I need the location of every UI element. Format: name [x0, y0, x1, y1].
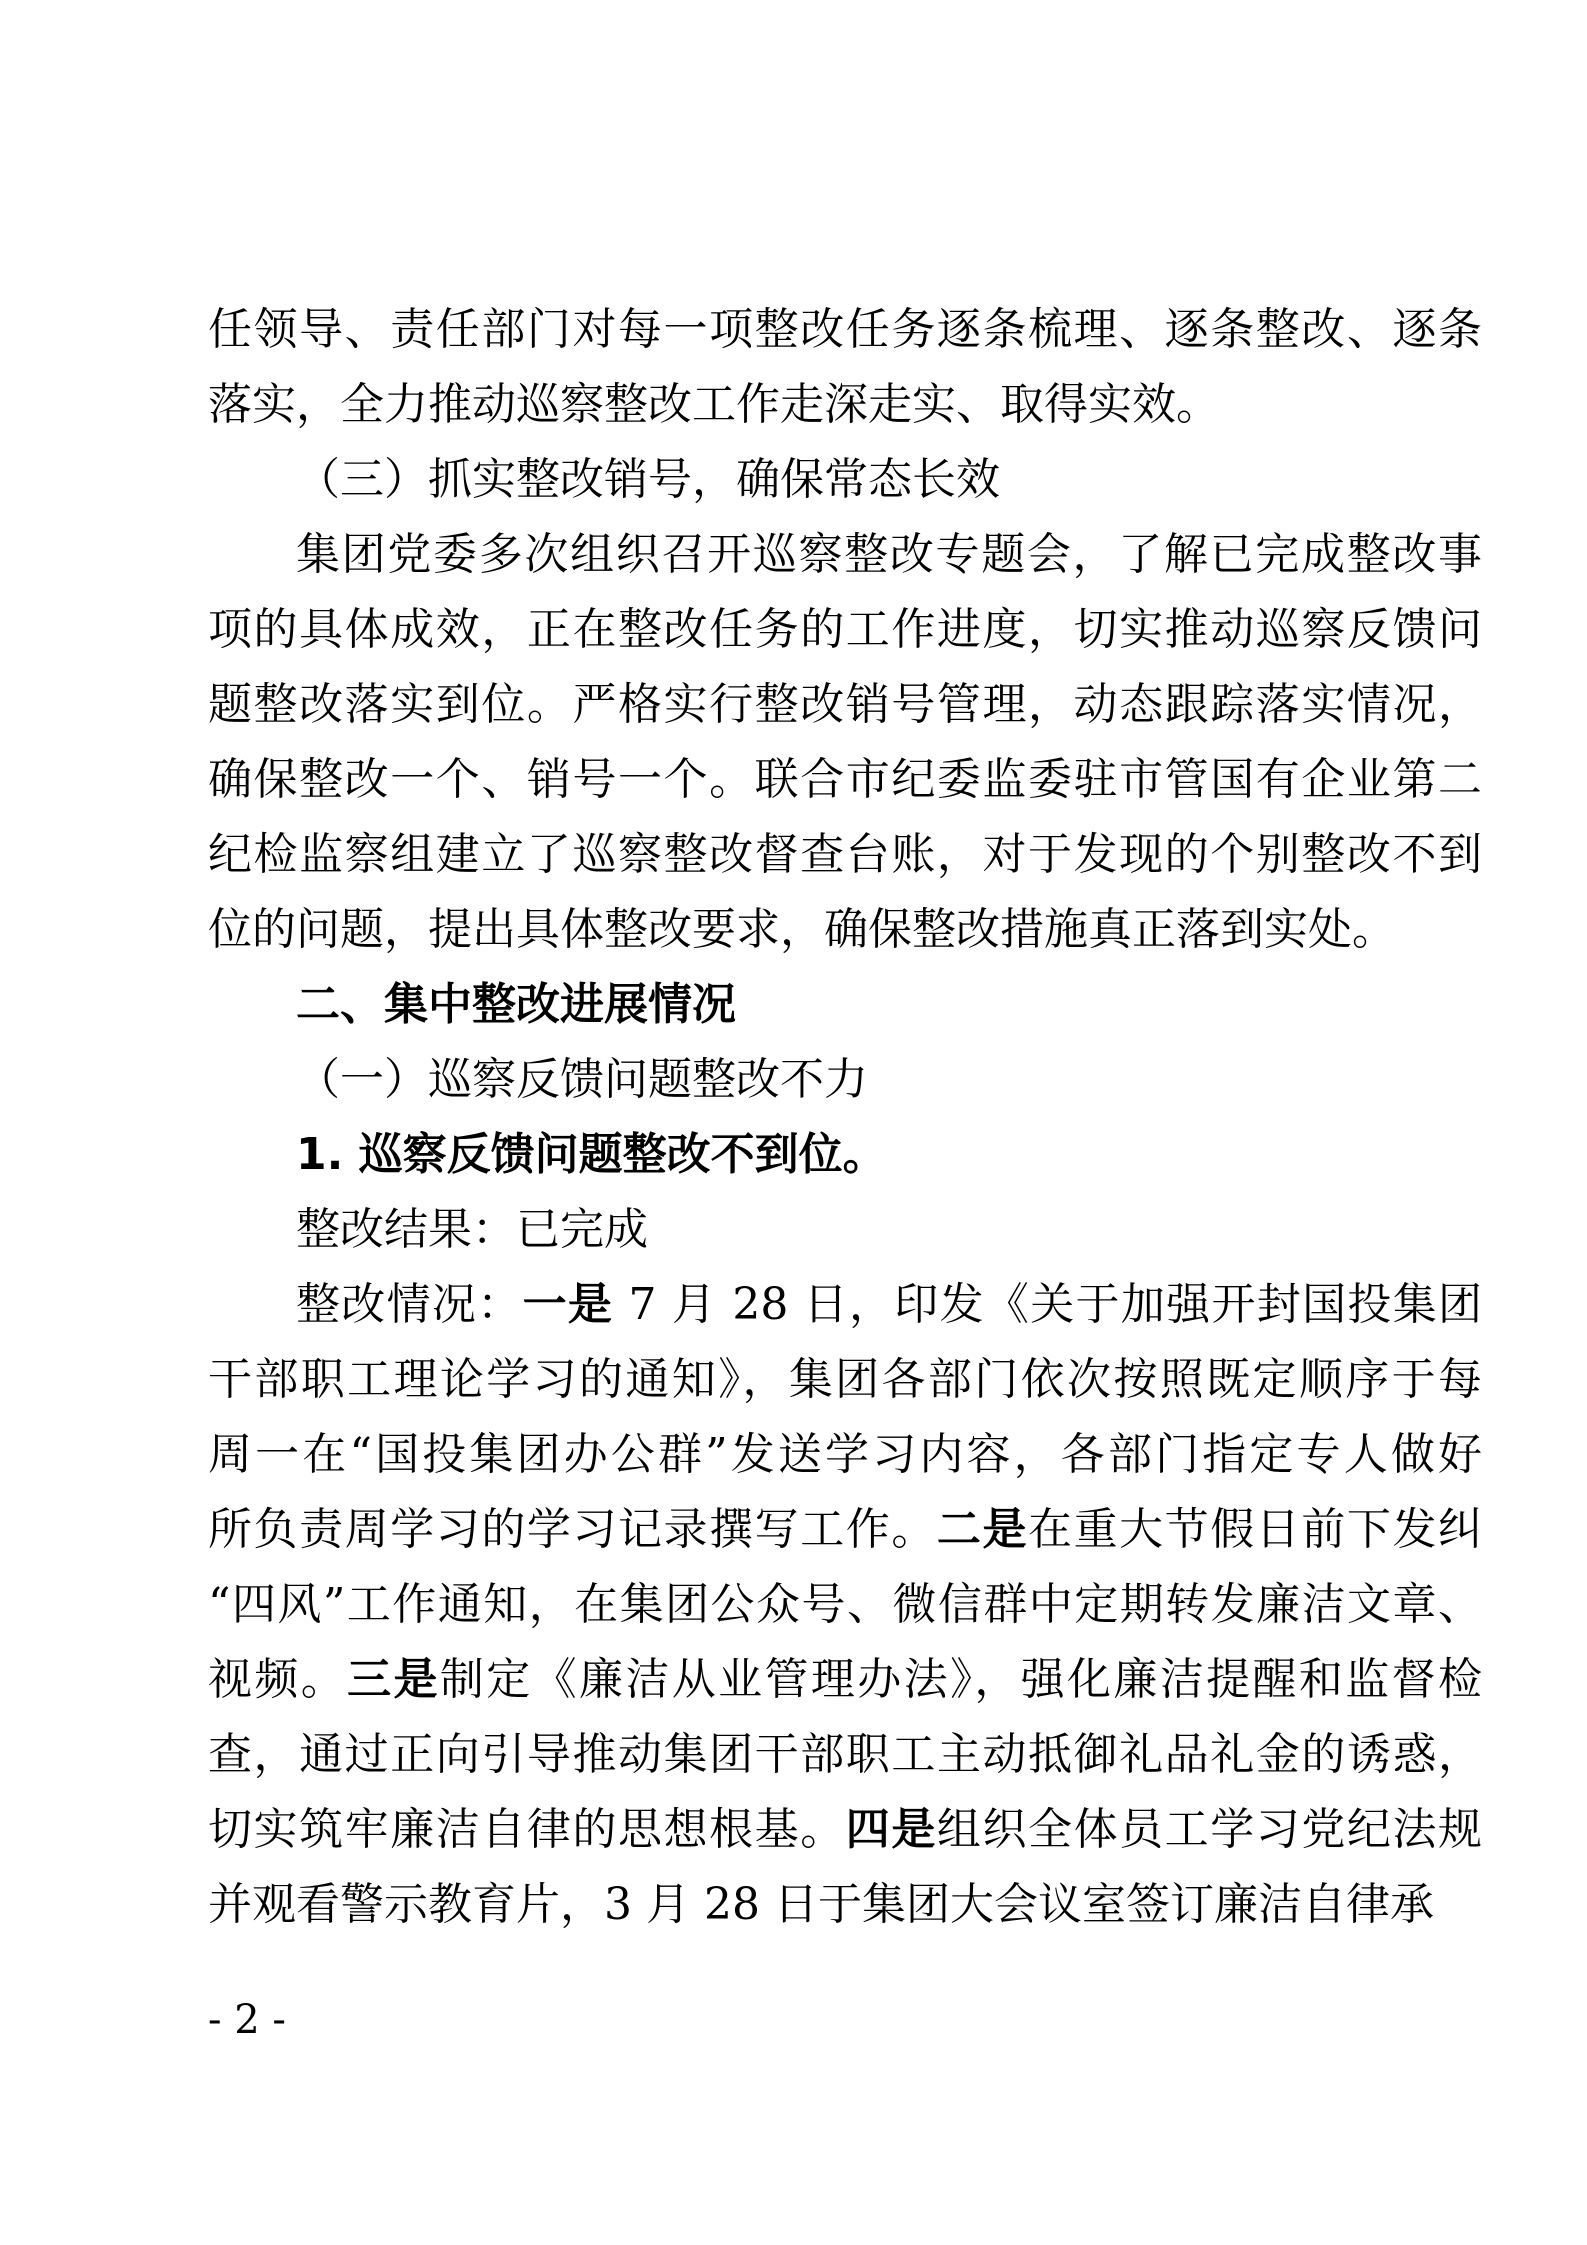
text-segment: 所负责周学习的学习记录撰写工作。 [208, 1504, 937, 1555]
text-line-4 [208, 517, 1482, 592]
text-segment: 确保整改一个、销号一个。联合市纪委监委驻市管国有企业第二 [208, 754, 1482, 805]
emphasis-segment: 一是 [522, 1279, 614, 1330]
text-line-15 [208, 1342, 1482, 1417]
text-line-17 [208, 1492, 1482, 1567]
text-line-13 [208, 1192, 1482, 1267]
text-segment: 集团党委多次组织召开巡察整改专题会，了解已完成整改事 [296, 529, 1482, 580]
text-line-3 [208, 442, 1482, 517]
text-line-10 [208, 967, 1482, 1042]
text-line-19 [208, 1642, 1482, 1717]
text-segment: 任领导、责任部门对每一项整改任务逐条梳理、逐条整改、逐条 [208, 304, 1482, 355]
text-line-22 [208, 1867, 1482, 1942]
text-line-12 [208, 1117, 1482, 1192]
text-segment: 周一在“国投集团办公群”发送学习内容，各部门指定专人做好 [208, 1429, 1482, 1480]
text-segment: 制定《廉洁从业管理办法》，强化廉洁提醒和监督检 [439, 1654, 1483, 1705]
document-body [208, 292, 1482, 1942]
text-segment: 题整改落实到位。严格实行整改销号管理，动态跟踪落实情况， [208, 679, 1482, 730]
emphasis-segment: 四是 [845, 1804, 937, 1855]
text-line-20 [208, 1717, 1482, 1792]
text-line-9 [208, 892, 1482, 967]
text-segment: 整改结果：已完成 [296, 1204, 648, 1255]
text-line-14 [208, 1267, 1482, 1342]
text-line-21 [208, 1792, 1482, 1867]
text-line-16 [208, 1417, 1482, 1492]
text-segment: （三）抓实整改销号，确保常态长效 [296, 454, 1000, 505]
page-number: - 2 - [208, 1997, 286, 2043]
emphasis-segment: 1. 巡察反馈问题整改不到位。 [296, 1129, 887, 1180]
text-line-7 [208, 742, 1482, 817]
text-segment: 整改情况： [296, 1279, 523, 1330]
text-segment: 组织全体员工学习党纪法规 [936, 1804, 1483, 1855]
text-line-2 [208, 367, 1482, 442]
text-segment: 查，通过正向引导推动集团干部职工主动抵御礼品礼金的诱惑， [208, 1729, 1482, 1780]
text-segment: 纪检监察组建立了巡察整改督查台账，对于发现的个别整改不到 [208, 829, 1482, 880]
text-segment: 切实筑牢廉洁自律的思想根基。 [208, 1804, 846, 1855]
text-line-8 [208, 817, 1482, 892]
text-segment: （一）巡察反馈问题整改不力 [296, 1054, 868, 1105]
text-line-1 [208, 292, 1482, 367]
text-line-18 [208, 1567, 1482, 1642]
emphasis-segment: 三是 [347, 1654, 440, 1705]
emphasis-segment: 二、集中整改进展情况 [296, 979, 736, 1030]
text-segment: “四风”工作通知，在集团公众号、微信群中定期转发廉洁文章、 [208, 1579, 1482, 1630]
text-segment: 位的问题，提出具体整改要求，确保整改措施真正落到实处。 [208, 904, 1396, 955]
text-segment: 落实，全力推动巡察整改工作走深走实、取得实效。 [208, 379, 1220, 430]
text-line-6 [208, 667, 1482, 742]
text-segment: 视频。 [208, 1654, 348, 1705]
text-segment: 7 月 28 日，印发《关于加强开封国投集团 [613, 1279, 1483, 1330]
text-segment: 干部职工理论学习的通知》，集团各部门依次按照既定顺序于每 [208, 1354, 1482, 1405]
text-segment: 在重大节假日前下发纠 [1028, 1504, 1483, 1555]
text-line-5 [208, 592, 1482, 667]
emphasis-segment: 二是 [936, 1504, 1029, 1555]
text-segment: 项的具体成效，正在整改任务的工作进度，切实推动巡察反馈问 [208, 604, 1482, 655]
text-segment: 并观看警示教育片，3 月 28 日于集团大会议室签订廉洁自律承 [208, 1879, 1434, 1930]
text-line-11 [208, 1042, 1482, 1117]
